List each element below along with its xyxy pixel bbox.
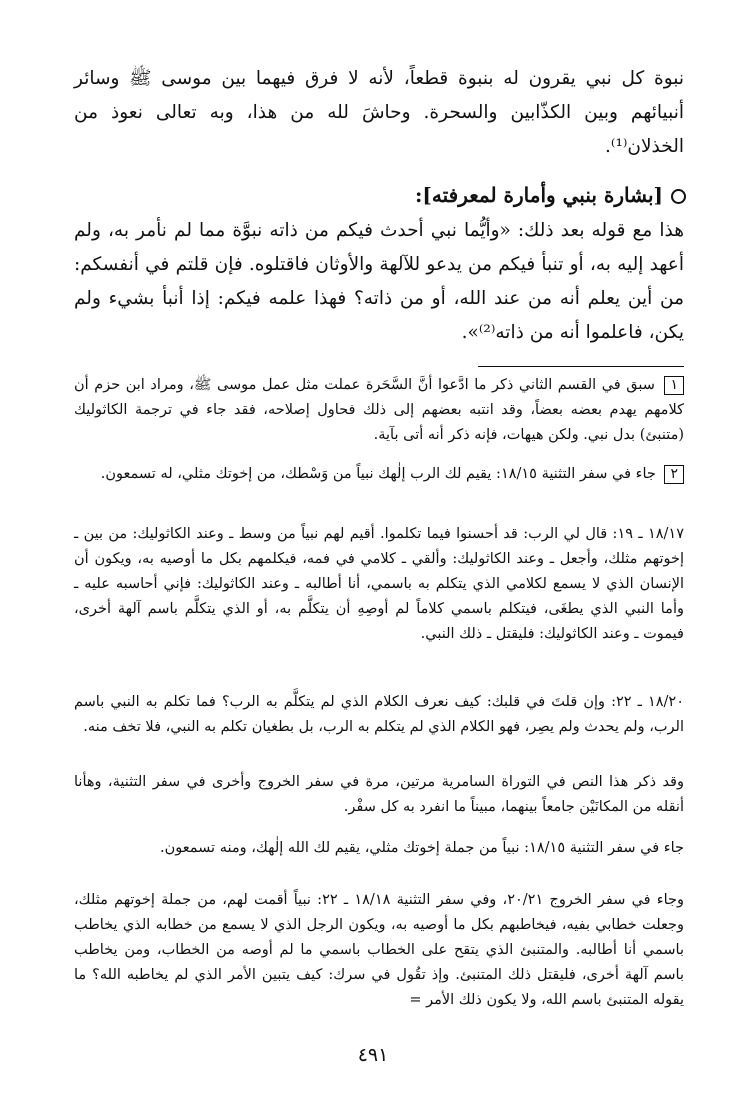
note-paragraph-1: ١٨/١٧ ـ ١٩: قال لي الرب: قد أحسنوا فيما تكلموا. أقيم لهم نبياً من وسط ـ وعند الكاثوليك: من بين ـ إخوتهم مثلك، وأجعل ـ وعند الكاثوليك: وألقي ـ كلامي في فمه، فيكلمهم بكل ما أوصيه به، ويكون أن الإنسان الذي لا يسمع لكلامي الذي يتكلم به باسمي، أنا أطالبه ـ وعند الكاثوليك: فإني أحاسبه عليه ـ وأما النبي الذي يطغَى، فيتكلم باسمي كلاماً لم أوصِهِ أن يتكلَّم به، أو الذي يتكلَّم باسم آلهة أخرى، فيموت ـ وعند الكاثوليك: فليقتل ـ ذلك النبي.: [74, 526, 684, 642]
note-paragraph-5: وجاء في سفر الخروج ٢٠/٢١، وفي سفر التثنية ١٨/١٨ ـ ٢٢: نبياً أقمت لهم، من جملة إخوتهم مثلك، وجعلت خطابي بفيه، فيخاطبهم بكل ما أوصيه به، ويكون الرجل الذي لا يسمع من خطابه الذي يخاطب باسمي أنا أطالبه. والمتنبئ الذي يتقح على الخطاب باسمي ما لم أوصه من الخطاب، ومن يخاطب باسم آلهة أخرى، فليقتل ذلك المتنبئ. وإذ تقُول في سرك: كيف يتبين الأمر الذي لم يخاطبه الله؟ ما يقوله المتنبئ باسم الله، ولا يكون ذلك الأمر =: [74, 892, 685, 1008]
prophecy-paragraph: هذا مع قوله بعد ذلك: «وأيُّما نبي أحدث فيكم من ذاته نبوَّة مما لم نأمر به، ولم أعهد إليه به، أو تنبأ فيكم من يدعو للآلهة والأوثان فاقتلوه. فإن قلتم في أنفسكم: من أين يعلم أنه من عند الله، أو من ذاته؟ فهذا علمه فيكم: إذا أنبأ بشيء ولم يكن، فاعلموا أنه من ذاته⁽²⁾».: [74, 220, 684, 343]
section-heading: [74, 178, 686, 212]
footnote-2: [74, 462, 684, 487]
note-paragraph-2: ١٨/٢٠ ـ ٢٢: وإن قلتَ في قلبك: كيف نعرف الكلام الذي لم يتكلَّم به الرب؟ فما تكلم به النبي باسم الرب، ولم يحدث ولم يصِر، فهو الكلام الذي لم يتكلم به الرب، بل بطغيان تكلم به النبي، فلا تخف منه.: [74, 694, 685, 735]
footnote-1-number: ١: [664, 376, 684, 395]
footnote-2-text: جاء في سفر التثنية ١٨/١٥: يقيم لك الرب إلٰهك نبياً من وَسْطك، من إخوتك مثلي، له تسمعون.: [100, 466, 656, 482]
footnote-separator: [478, 366, 684, 367]
footnote-2-number: ٢: [664, 465, 684, 484]
section-heading-text: [بشارة بنبي وأمارة لمعرفته]:: [415, 183, 663, 207]
footnote-1: [74, 373, 684, 448]
note-paragraph-4: جاء في سفر التثنية ١٨/١٥: نبياً من جملة إخوتك مثلي، يقيم لك الله إلٰهك، ومنه تسمعون.: [160, 840, 684, 856]
footnote-1-text: سبق في القسم الثاني ذكر ما ادَّعوا أنَّ السَّحَرة عملت مثل عمل موسى ﷺ، ومراد ابن حزم أن كلامهم يهدم بعضه بعضاً، وقد انتبه بعضهم إلى ذلك فحاول إصلاحه، فقد جاء في ترجمة الكاثوليك (متنبئ) بدل نبي. ولكن هيهات، فإنه ذكر أنه أتى بآية.: [74, 377, 684, 443]
opening-paragraph: نبوة كل نبي يقرون له بنبوة قطعاً، لأنه لا فرق فيهما بين موسى ﷺ وسائر أنبيائهم وبين الكذّابين والسحرة. وحاشَ لله من هذا، وبه تعالى نعوذ من الخذلان⁽¹⁾.: [74, 68, 684, 157]
circle-bullet-icon: [671, 189, 686, 204]
note-paragraph-3: وقد ذكر هذا النص في التوراة السامرية مرتين، مرة في سفر الخروج وأخرى في سفر التثنية، وهأنا أنقله من المكانَيْن جامعاً بينهما، مبيناً ما انفرد به كل سفْر.: [74, 774, 684, 815]
page-number: ٤٩١: [357, 1044, 389, 1066]
